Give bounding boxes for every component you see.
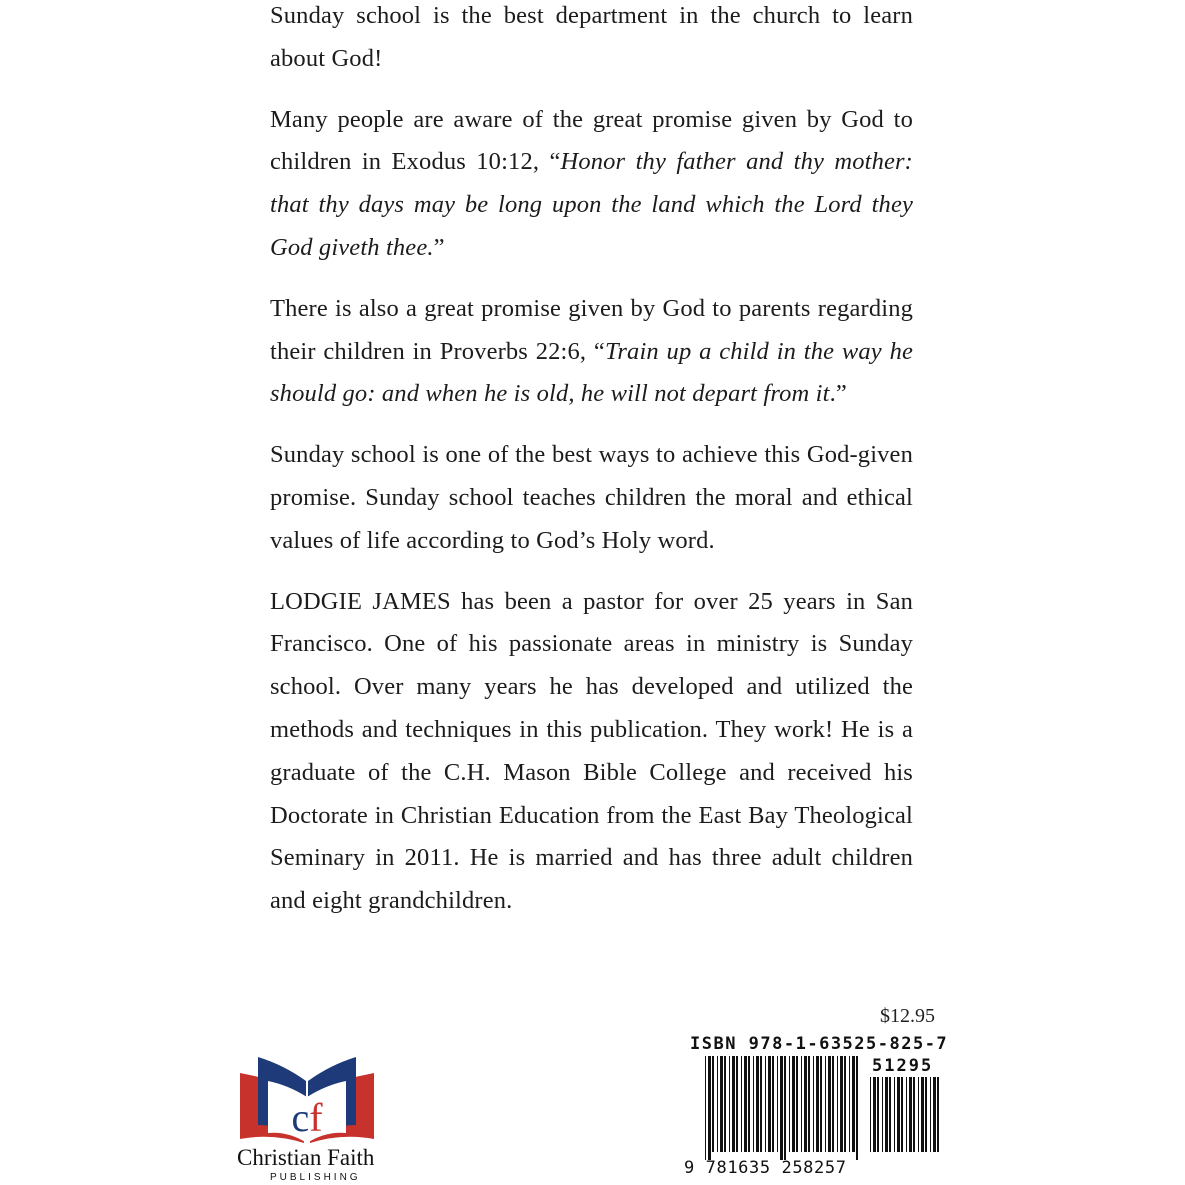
barcode-ean-digits: 9 781635 258257: [684, 1158, 847, 1178]
paragraph-exodus: [270, 99, 913, 270]
barcode-addon-digits: 51295: [872, 1056, 934, 1076]
publisher-subtitle: PUBLISHING: [270, 1172, 361, 1183]
logo-letter-c: cf: [291, 1095, 323, 1140]
paragraph-sunday-school: Sunday school is one of the best ways to achieve this God-given promise. Sunday school teaches children the moral and ethical values of life according to God’s Holy word.: [270, 441, 913, 554]
isbn-label: ISBN 978-1-63525-825-7: [690, 1034, 949, 1054]
paragraph-author-bio: LODGIE JAMES has been a pastor for over 25 years in San Francisco. One of his passionate areas in ministry is Sunday school. Over many years he has developed and utilized the methods and techniques in this publication. They work! He is a graduate of the C.H. Mason Bible College and received his Doctorate in Christian Education from the East Bay Theological Seminary in 2011. He is married and has three adult children and eight grandchildren.: [270, 587, 913, 915]
barcode-addon: [868, 1077, 944, 1160]
paragraph-exodus-lead: Many people are aware of the great promise given by God to children in Exodus 10:12, “: [270, 105, 913, 176]
back-cover-text: [270, 0, 913, 941]
paragraph-proverbs-lead: There is also a great promise given by God to parents regarding their children in Proverbs 22:6, “: [270, 294, 913, 365]
exodus-quote: Honor thy father and thy mother: that thy days may be long upon the land which the Lord they God giveth thee.: [270, 148, 913, 261]
barcode-main: [703, 1056, 861, 1160]
paragraph-proverbs: [270, 288, 913, 416]
publisher-name: Christian Faith: [237, 1145, 375, 1170]
price-label: $12.95: [880, 1005, 935, 1027]
proverbs-quote: Train up a child in the way he should go: and when he is old, he will not depart from it: [270, 337, 913, 408]
paragraph-intro: Sunday school is the best department in the church to learn about God!: [270, 2, 913, 72]
paragraph-exodus-tail: ”: [433, 233, 445, 261]
paragraph-proverbs-tail: .”: [829, 380, 847, 408]
